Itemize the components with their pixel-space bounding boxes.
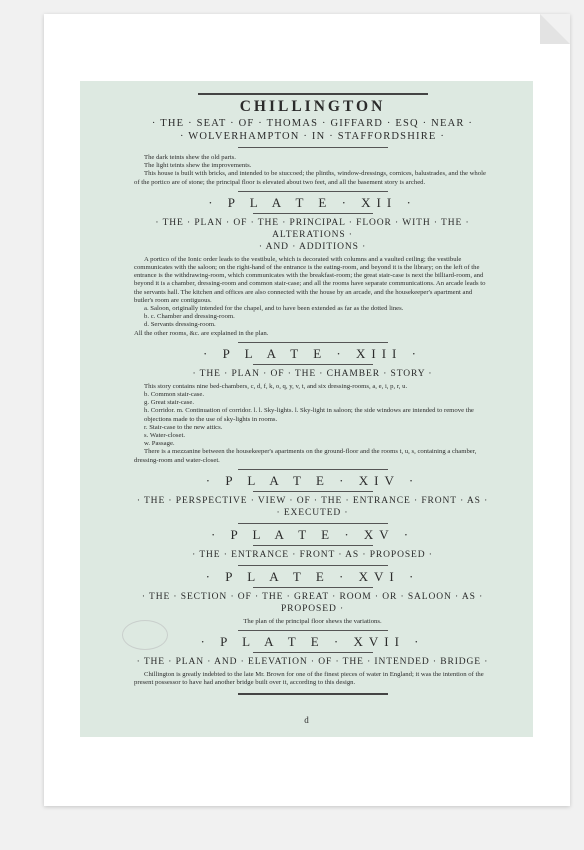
plate-xii-item-bc: b. c. Chamber and dressing-room. bbox=[144, 313, 235, 321]
signature-mark: d bbox=[304, 715, 309, 725]
page-title: CHILLINGTON bbox=[239, 98, 386, 115]
plate-xiv-rule-bottom bbox=[253, 491, 373, 492]
plate-xiii-item-s: s. Water-closet. bbox=[144, 432, 185, 440]
plate-xiii-item-r: r. Stair-case to the new attics. bbox=[144, 423, 223, 431]
plate-xiii-closing: There is a mezzanine between the housekeeper's apartments on the ground-floor and the rooms t, u, s, containing a chamber, dressing-room and water-closet. bbox=[134, 448, 477, 464]
plate-xii-paragraph: A portico of the Ionic order leads to the vestibule, which is decorated with columns and a vaulted ceiling; the vestibule communicates with the saloon; on the right-hand of the entrance is the eating-room, and beyond it is the library; on the left of the entrance is the withdrawing-room, which communicates with the breakfast-room; the great stair-case is next the billiard-room, and beyond it is a chamber, dressing-room and common stair-case; and all the rooms have separate communications. An arcade leads to the servants hall. The kitchen and offices are also connected with the house by an arcade, and the housekeeper's apartment and butler's room are contiguous. bbox=[134, 255, 486, 304]
plate-xv-rule bbox=[238, 523, 388, 524]
page-subtitle-line-1: · THE · SEAT · OF · THOMAS · GIFFARD · ESQ · NEAR · bbox=[151, 118, 474, 129]
plate-xii-rule bbox=[238, 191, 388, 192]
plate-xvi-heading: · THE · SECTION · OF · THE · GREAT · ROOM · OR · SALOON · AS · PROPOSED · bbox=[141, 591, 484, 614]
plate-xiii-item-g: g. Great stair-case. bbox=[144, 399, 194, 407]
plate-xvii-heading: · THE · PLAN · AND · ELEVATION · OF · THE · INTENDED · BRIDGE · bbox=[136, 657, 489, 668]
plate-xvii-text bbox=[134, 671, 491, 687]
plate-xiii-heading: · THE · PLAN · OF · THE · CHAMBER · STORY · bbox=[192, 368, 433, 379]
plate-xiv-heading-line-2: · EXECUTED · bbox=[276, 507, 349, 518]
plate-xvi-rule-bottom bbox=[253, 587, 373, 588]
title-rule-top bbox=[198, 93, 428, 95]
plate-xvi-rule bbox=[238, 565, 388, 566]
plate-xiv-heading bbox=[134, 495, 491, 519]
plate-xii-rule-bottom bbox=[253, 213, 373, 214]
plate-xii-heading bbox=[134, 217, 491, 253]
intro-paragraph: This house is built with bricks, and intended to be stuccoed; the plinths, window-dressings, cornices, balustrades, and the whole of the portico are of stone; the principal floor is elevated about two feet, and all the basement story is arched. bbox=[134, 170, 486, 186]
plate-xvii-rule bbox=[238, 630, 388, 631]
plate-xii-item-d: d. Servants dressing-room. bbox=[144, 321, 216, 329]
plate-xiii-item-w: w. Passage. bbox=[144, 440, 175, 448]
intro-line-2: The light teints shew the improvements. bbox=[144, 162, 252, 170]
plate-xiii-label: · P L A T E · XIII · bbox=[203, 345, 422, 361]
document-page bbox=[80, 81, 533, 737]
plate-xvi-label: · P L A T E · XVI · bbox=[205, 568, 420, 584]
intro-text bbox=[134, 154, 491, 187]
plate-xii-text bbox=[134, 256, 491, 338]
plate-xiii-item-b: b. Common stair-case. bbox=[144, 391, 205, 399]
page-curl bbox=[540, 14, 570, 44]
plate-xiii-text bbox=[134, 383, 491, 465]
plate-xvii-rule-bottom bbox=[253, 652, 373, 653]
plate-xiii-item-h: h. Corridor. m. Continuation of corridor. l. l. Sky-lights. l. Sky-light in saloon; the side windows are intended to remove the objections made to the use of sky-lights in rooms. bbox=[144, 407, 474, 423]
plate-xii-heading-line-1: · THE · PLAN · OF · THE · PRINCIPAL · FLOOR · WITH · THE · ALTERATIONS · bbox=[155, 217, 470, 240]
library-stamp-icon bbox=[122, 620, 168, 650]
plate-xii-heading-line-2: · AND · ADDITIONS · bbox=[258, 241, 367, 252]
plate-xiv-heading-line-1: · THE · PERSPECTIVE · VIEW · OF · THE · ENTRANCE · FRONT · AS · bbox=[136, 495, 489, 506]
plate-xii-label: · P L A T E · XII · bbox=[208, 194, 417, 210]
plate-xvi-note: The plan of the principal floor shews the variations. bbox=[243, 617, 382, 625]
closing-rule bbox=[238, 693, 388, 695]
title-rule-bottom bbox=[238, 147, 388, 148]
plate-xiv-label: · P L A T E · XIV · bbox=[205, 472, 420, 488]
plate-xiii-rule bbox=[238, 342, 388, 343]
page-subtitle-line-2: · WOLVERHAMPTON · IN · STAFFORDSHIRE · bbox=[179, 131, 446, 142]
plate-xii-closing: All the other rooms, &c. are explained in the plan. bbox=[134, 329, 269, 337]
plate-xvii-label: · P L A T E · XVII · bbox=[200, 634, 425, 650]
plate-xiii-rule-bottom bbox=[253, 364, 373, 365]
plate-xii-item-a: a. Saloon, originally intended for the chapel, and to have been extended as far as the dotted lines. bbox=[144, 305, 404, 313]
intro-line-1: The dark teints shew the old parts. bbox=[144, 154, 236, 161]
plate-xv-label: · P L A T E · XV · bbox=[210, 526, 415, 542]
plate-xiv-rule bbox=[238, 469, 388, 470]
plate-xv-rule-bottom bbox=[253, 545, 373, 546]
plate-xv-heading: · THE · ENTRANCE · FRONT · AS · PROPOSED · bbox=[192, 549, 433, 560]
plate-xvii-paragraph: Chillington is greatly indebted to the late Mr. Brown for one of the finest pieces of water in England; it was the intention of the present possessor to have had another bridge built over it, according to this design. bbox=[134, 671, 484, 687]
plate-xiii-paragraph: This story contains nine bed-chambers, c, d, f, k, o, q, y, v, t, and six dressing-rooms, a, e, i, p, r, u. bbox=[144, 382, 408, 390]
